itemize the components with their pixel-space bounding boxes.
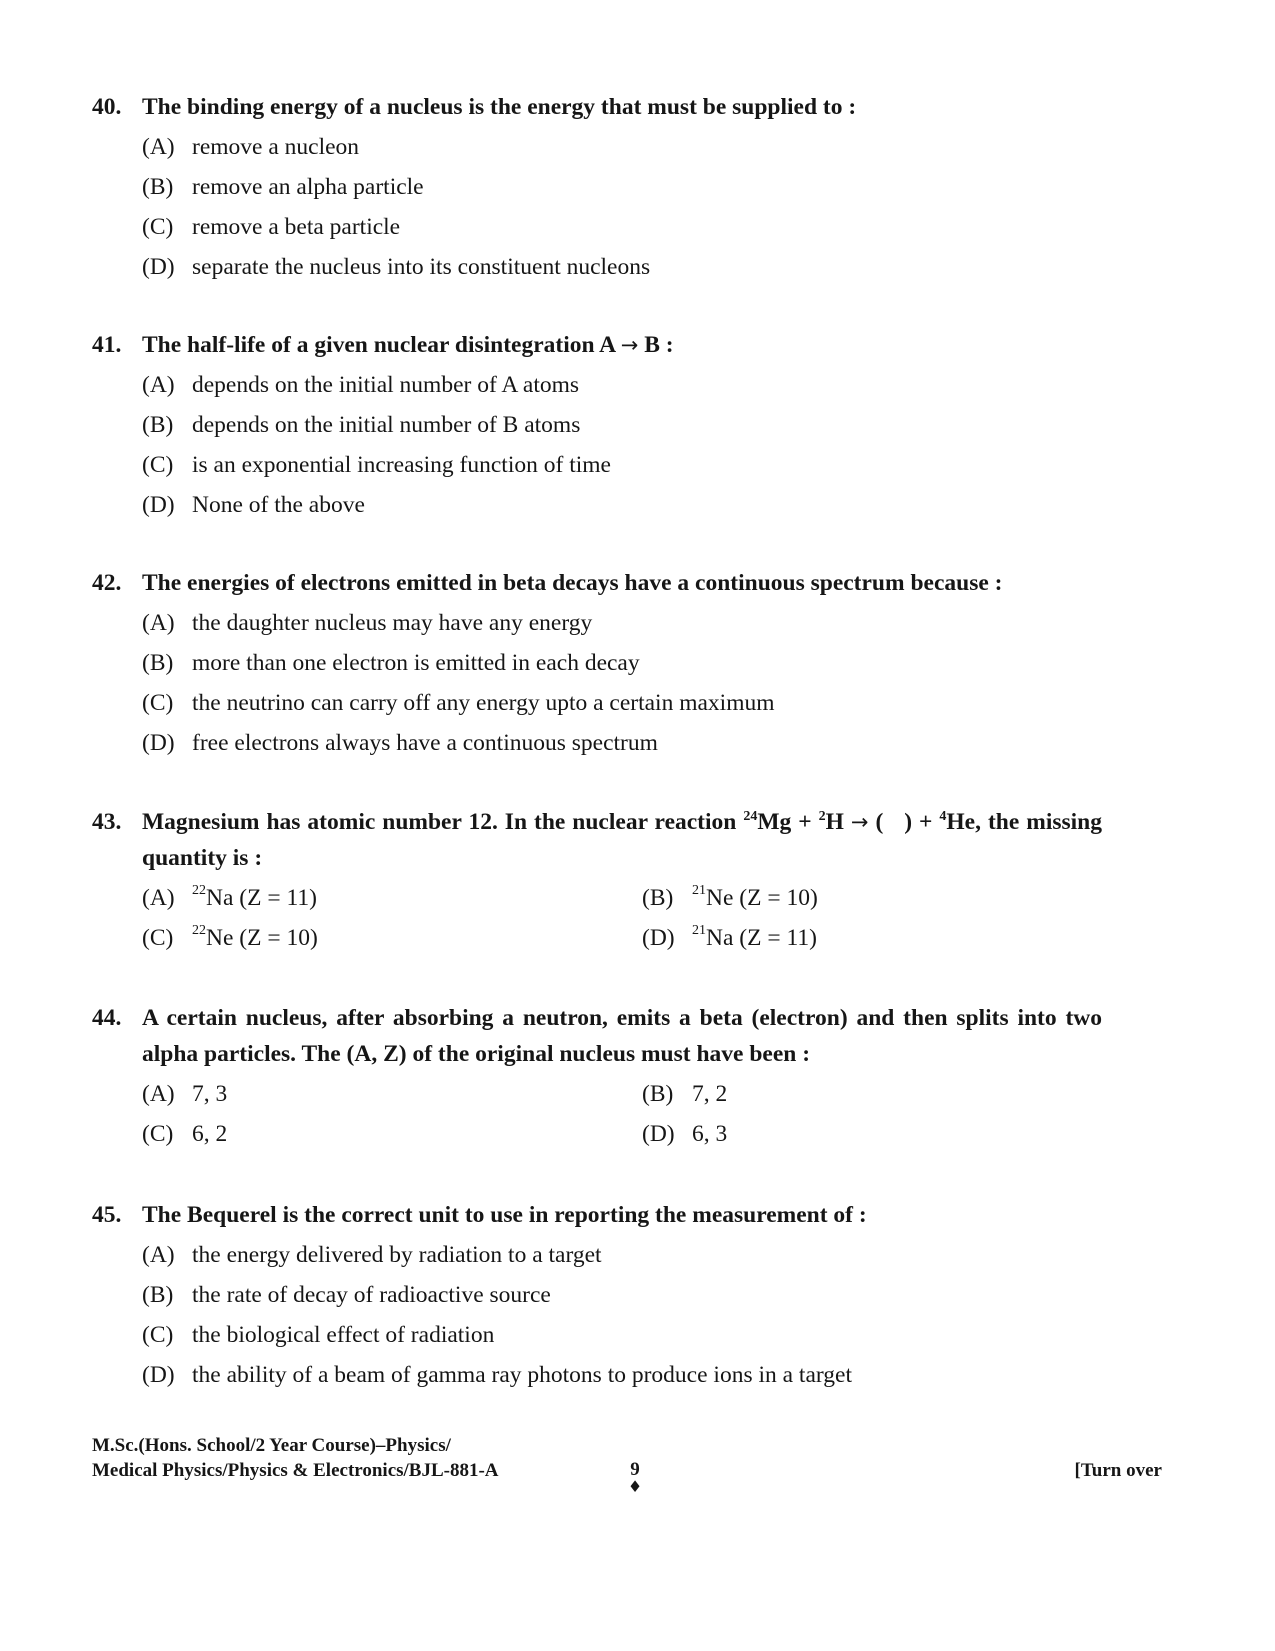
option-label: (A) bbox=[142, 1242, 175, 1268]
option-text: the ability of a beam of gamma ray photons to produce ions in a target bbox=[192, 1362, 852, 1388]
option-label: (B) bbox=[142, 1282, 174, 1308]
option-b bbox=[142, 1275, 1102, 1315]
question-text-part: The half-life of a given nuclear disintegration A bbox=[142, 332, 621, 358]
option-b bbox=[142, 405, 1102, 445]
option-label: (D) bbox=[642, 925, 675, 951]
option-text: 6, 3 bbox=[692, 1121, 728, 1147]
option-label: (D) bbox=[142, 1362, 175, 1388]
option-label: (B) bbox=[642, 1081, 674, 1107]
question-text: The Bequerel is the correct unit to use in reporting the measurement of : bbox=[142, 1202, 867, 1228]
option-label: (C) bbox=[142, 1121, 174, 1147]
footer-course-line: M.Sc.(Hons. School/2 Year Course)–Physics/ bbox=[92, 1435, 451, 1456]
page-number: 9 bbox=[630, 1459, 640, 1480]
footer-code-line: Medical Physics/Physics & Electronics/BJL-881-A bbox=[92, 1460, 499, 1481]
diamond-icon: ♦ bbox=[627, 1477, 643, 1496]
options-grid bbox=[142, 878, 1102, 958]
option-c bbox=[142, 1114, 642, 1154]
option-d bbox=[642, 1114, 1042, 1154]
question-text-part: B : bbox=[638, 332, 674, 358]
option-text: depends on the initial number of A atoms bbox=[192, 372, 580, 398]
question-number: 45. bbox=[92, 1202, 122, 1228]
question-43 bbox=[92, 804, 1102, 958]
option-b bbox=[142, 643, 1102, 683]
question-42 bbox=[92, 565, 1102, 763]
question-text bbox=[142, 327, 1102, 363]
options-list bbox=[142, 1235, 1102, 1395]
option-label: (A) bbox=[142, 885, 175, 911]
turn-over-label: [Turn over bbox=[1074, 1460, 1162, 1481]
option-a bbox=[142, 1074, 642, 1114]
option-text bbox=[692, 918, 1042, 958]
option-c bbox=[142, 683, 1102, 723]
option-text-part: Na (Z = 11) bbox=[206, 885, 317, 911]
mass-number: 2 bbox=[818, 809, 826, 824]
question-stem bbox=[92, 804, 1102, 876]
mass-number: 22 bbox=[192, 883, 206, 898]
option-b bbox=[142, 167, 1102, 207]
option-a bbox=[142, 127, 1102, 167]
question-number: 44. bbox=[92, 1005, 122, 1031]
question-40 bbox=[92, 89, 1102, 287]
option-label: (D) bbox=[642, 1121, 675, 1147]
question-text-part: Magnesium has atomic number 12. In the nuclear reaction bbox=[142, 809, 744, 835]
mass-number: 4 bbox=[939, 809, 947, 824]
option-label: (C) bbox=[142, 452, 174, 478]
question-stem bbox=[92, 1000, 1102, 1072]
question-stem bbox=[92, 327, 1102, 363]
question-stem bbox=[92, 565, 1102, 601]
mass-number: 21 bbox=[692, 883, 706, 898]
option-d bbox=[642, 918, 1042, 958]
option-label: (C) bbox=[142, 690, 174, 716]
option-text bbox=[192, 918, 642, 958]
question-text: A certain nucleus, after absorbing a neutron, emits a beta (electron) and then splits into two alpha particles. The (A, Z) of the original nucleus must have been : bbox=[142, 1005, 1102, 1067]
option-text: the neutrino can carry off any energy upto a certain maximum bbox=[192, 690, 775, 716]
option-text: the rate of decay of radioactive source bbox=[192, 1282, 551, 1308]
option-label: (C) bbox=[142, 214, 174, 240]
option-a bbox=[142, 878, 642, 918]
option-label: (C) bbox=[142, 1322, 174, 1348]
options-list bbox=[142, 127, 1102, 287]
option-text-part: Ne (Z = 10) bbox=[206, 925, 318, 951]
option-b bbox=[642, 878, 1042, 918]
option-a bbox=[142, 1235, 1102, 1275]
option-text: remove an alpha particle bbox=[192, 174, 424, 200]
option-text: None of the above bbox=[192, 492, 365, 518]
option-text: remove a beta particle bbox=[192, 214, 401, 240]
question-number: 43. bbox=[92, 809, 122, 835]
option-label: (D) bbox=[142, 492, 175, 518]
question-number: 40. bbox=[92, 94, 122, 120]
arrow-symbol: → bbox=[850, 810, 869, 834]
option-c bbox=[142, 445, 1102, 485]
option-c bbox=[142, 207, 1102, 247]
options-grid bbox=[142, 1074, 1102, 1154]
question-text: The energies of electrons emitted in beta decays have a continuous spectrum because : bbox=[142, 570, 1003, 596]
option-text: remove a nucleon bbox=[192, 134, 360, 160]
option-label: (B) bbox=[142, 174, 174, 200]
option-text: the daughter nucleus may have any energy bbox=[192, 610, 593, 636]
arrow-symbol: → bbox=[620, 333, 639, 357]
mass-number: 22 bbox=[192, 923, 206, 938]
option-text: is an exponential increasing function of time bbox=[192, 452, 611, 478]
option-text-part: Na (Z = 11) bbox=[706, 925, 817, 951]
option-label: (A) bbox=[142, 372, 175, 398]
option-c bbox=[142, 1315, 1102, 1355]
mass-number: 24 bbox=[743, 809, 758, 824]
options-list bbox=[142, 603, 1102, 763]
option-text-part: Ne (Z = 10) bbox=[706, 885, 818, 911]
option-d bbox=[142, 247, 1102, 287]
option-label: (A) bbox=[142, 610, 175, 636]
option-text: the biological effect of radiation bbox=[192, 1322, 495, 1348]
option-text bbox=[192, 878, 642, 918]
question-number: 42. bbox=[92, 570, 122, 596]
option-label: (D) bbox=[142, 730, 175, 756]
question-stem bbox=[92, 1197, 1102, 1233]
question-text-part: He, the missing quantity is : bbox=[142, 809, 1102, 871]
mass-number: 21 bbox=[692, 923, 706, 938]
option-text: 7, 3 bbox=[192, 1081, 228, 1107]
options-list bbox=[142, 365, 1102, 525]
option-a bbox=[142, 365, 1102, 405]
option-text bbox=[692, 878, 1042, 918]
option-text: depends on the initial number of B atoms bbox=[192, 412, 581, 438]
question-text bbox=[142, 804, 1102, 876]
question-text-part: ( ) + bbox=[868, 809, 940, 835]
option-label: (D) bbox=[142, 254, 175, 280]
question-stem bbox=[92, 89, 1102, 125]
option-text: more than one electron is emitted in each decay bbox=[192, 650, 640, 676]
option-label: (A) bbox=[142, 134, 175, 160]
option-label: (B) bbox=[142, 650, 174, 676]
option-a bbox=[142, 603, 1102, 643]
question-text-part: Mg + bbox=[757, 809, 819, 835]
option-text: the energy delivered by radiation to a target bbox=[192, 1242, 602, 1268]
question-41 bbox=[92, 327, 1102, 525]
question-number: 41. bbox=[92, 332, 122, 358]
option-d bbox=[142, 723, 1102, 763]
question-text-part: H bbox=[825, 809, 851, 835]
option-b bbox=[642, 1074, 1042, 1114]
option-d bbox=[142, 1355, 1102, 1395]
option-label: (A) bbox=[142, 1081, 175, 1107]
option-label: (C) bbox=[142, 925, 174, 951]
option-text: 7, 2 bbox=[692, 1081, 728, 1107]
option-text: separate the nucleus into its constituent nucleons bbox=[192, 254, 651, 280]
option-d bbox=[142, 485, 1102, 525]
question-text: The binding energy of a nucleus is the energy that must be supplied to : bbox=[142, 94, 857, 120]
option-label: (B) bbox=[142, 412, 174, 438]
question-44 bbox=[92, 1000, 1102, 1154]
option-text: 6, 2 bbox=[192, 1121, 228, 1147]
question-45 bbox=[92, 1197, 1102, 1395]
option-c bbox=[142, 918, 642, 958]
option-label: (B) bbox=[642, 885, 674, 911]
option-text: free electrons always have a continuous spectrum bbox=[192, 730, 658, 756]
